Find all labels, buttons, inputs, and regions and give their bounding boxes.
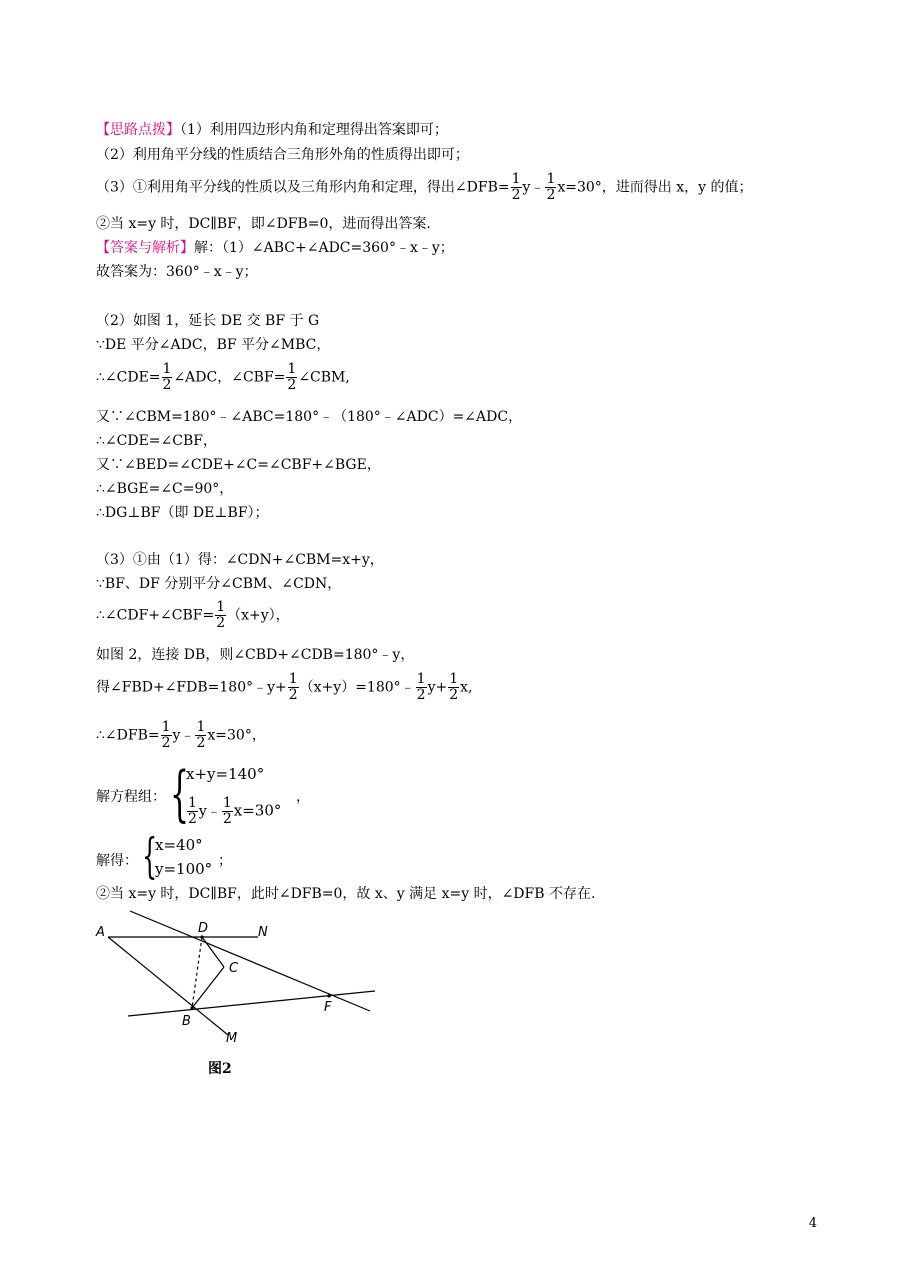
fraction: $\frac{1}{2}$ — [416, 671, 426, 703]
segment-DC — [202, 937, 224, 967]
part2-line-8: ∴DG⊥BF（即 DE⊥BF）； — [96, 505, 269, 521]
part3-line-6: ∴∠DFB= $\frac{1}{2}$ y﹣ $\frac{1}{2}$ x=30°， — [96, 719, 266, 751]
part3-line-3: ∴∠CDF+∠CBF= $\frac{1}{2}$ （x+y）， — [96, 599, 290, 631]
system2-brace: { — [142, 828, 158, 884]
part3-line-4: 如图 2，连接 DB，则∠CBD+∠CDB=180°﹣y， — [96, 647, 415, 663]
system2-eq2: y=100° — [155, 860, 213, 878]
point-F — [327, 994, 330, 997]
hint-line-1: 【思路点拨】（1）利用四边形内角和定理得出答案即可； — [96, 122, 448, 138]
system2-label: 解得： — [96, 853, 138, 869]
system1-label: 解方程组： — [96, 789, 166, 805]
line-BF — [128, 991, 375, 1016]
system1-brace: { — [170, 759, 190, 829]
label-C: C — [229, 961, 239, 976]
answer-line-1: 【答案与解析】解：（1）∠ABC+∠ADC=360°﹣x﹣y； — [96, 240, 454, 256]
part2-line-3: ∴∠CDE= $\frac{1}{2}$ ∠ADC，∠CBF= $\frac{1}{2}$ ∠CBM, — [96, 361, 350, 393]
part3-line-2: ∵BF、DF 分别平分∠CBM、∠CDN， — [96, 576, 342, 592]
part2-line-4: 又∵∠CBM=180°﹣∠ABC=180°﹣（180°﹣∠ADC）=∠ADC， — [96, 409, 523, 425]
system1-tail: ， — [296, 789, 310, 805]
system1-eq2: $\frac{1}{2}$ y﹣ $\frac{1}{2}$ x=30° — [188, 795, 282, 827]
figure-caption: 图2 — [208, 1061, 232, 1077]
fraction: $\frac{1}{2}$ — [511, 171, 521, 203]
fraction: $\frac{1}{2}$ — [222, 795, 232, 827]
geometry-figure-2 — [92, 910, 382, 1050]
system2-eq1: x=40° — [155, 836, 203, 854]
label-A: A — [96, 925, 105, 940]
line-AM — [108, 937, 228, 1035]
part2-line-1: （2）如图 1，延长 DE 交 BF 于 G — [96, 313, 320, 329]
part3-line-7: ②当 x=y 时，DC∥BF，此时∠DFB=0，故 x、y 满足 x=y 时，∠DFB 不存在. — [96, 886, 596, 902]
fraction: $\frac{1}{2}$ — [162, 361, 172, 393]
fraction: $\frac{1}{2}$ — [288, 671, 298, 703]
system1-eq1: x+y=140° — [186, 765, 265, 783]
fraction: $\frac{1}{2}$ — [196, 719, 206, 751]
fraction: $\frac{1}{2}$ — [546, 171, 556, 203]
answer-line-2: 故答案为：360°﹣x﹣y； — [96, 264, 258, 280]
point-B — [190, 1006, 193, 1009]
line-DF-extended — [130, 911, 370, 1011]
label-F: F — [324, 1000, 332, 1015]
hint-label: 【思路点拨】 — [96, 122, 180, 138]
hint-line-4: ②当 x=y 时，DC∥BF，即∠DFB=0，进而得出答案. — [96, 216, 431, 232]
fraction: $\frac{1}{2}$ — [216, 599, 226, 631]
page-number: 4 — [808, 1216, 817, 1231]
system2-tail: ； — [218, 853, 232, 869]
fraction: $\frac{1}{2}$ — [287, 361, 297, 393]
fraction: $\frac{1}{2}$ — [449, 671, 459, 703]
part2-line-2: ∵DE 平分∠ADC，BF 平分∠MBC， — [96, 337, 331, 353]
fraction: $\frac{1}{2}$ — [161, 719, 171, 751]
fraction: $\frac{1}{2}$ — [188, 795, 197, 827]
hint-line-2: （2）利用角平分线的性质结合三角形外角的性质得出即可； — [96, 147, 469, 163]
label-N: N — [258, 925, 268, 940]
label-B: B — [182, 1014, 191, 1029]
part2-line-7: ∴∠BGE=∠C=90°， — [96, 481, 234, 497]
answer-label: 【答案与解析】 — [96, 240, 194, 256]
hint-line-3: （3）①利用角平分线的性质以及三角形内角和定理，得出∠DFB= $\frac{1}{2}$ y﹣ $\frac{1}{2}$ x=30°，进而得出 x，y 的值； — [96, 171, 753, 203]
label-M: M — [226, 1031, 238, 1046]
part2-line-5: ∴∠CDE=∠CBF， — [96, 433, 217, 449]
part3-line-1: （3）①由（1）得：∠CDN+∠CBM=x+y， — [96, 552, 384, 568]
part3-line-5: 得∠FBD+∠FDB=180°﹣y+ $\frac{1}{2}$ （x+y）=180°﹣ $\frac{1}{2}$ y+ $\frac{1}{2}$ x, — [96, 671, 473, 703]
part2-line-6: 又∵∠BED=∠CDE+∠C=∠CBF+∠BGE， — [96, 457, 381, 473]
label-D: D — [198, 921, 209, 936]
